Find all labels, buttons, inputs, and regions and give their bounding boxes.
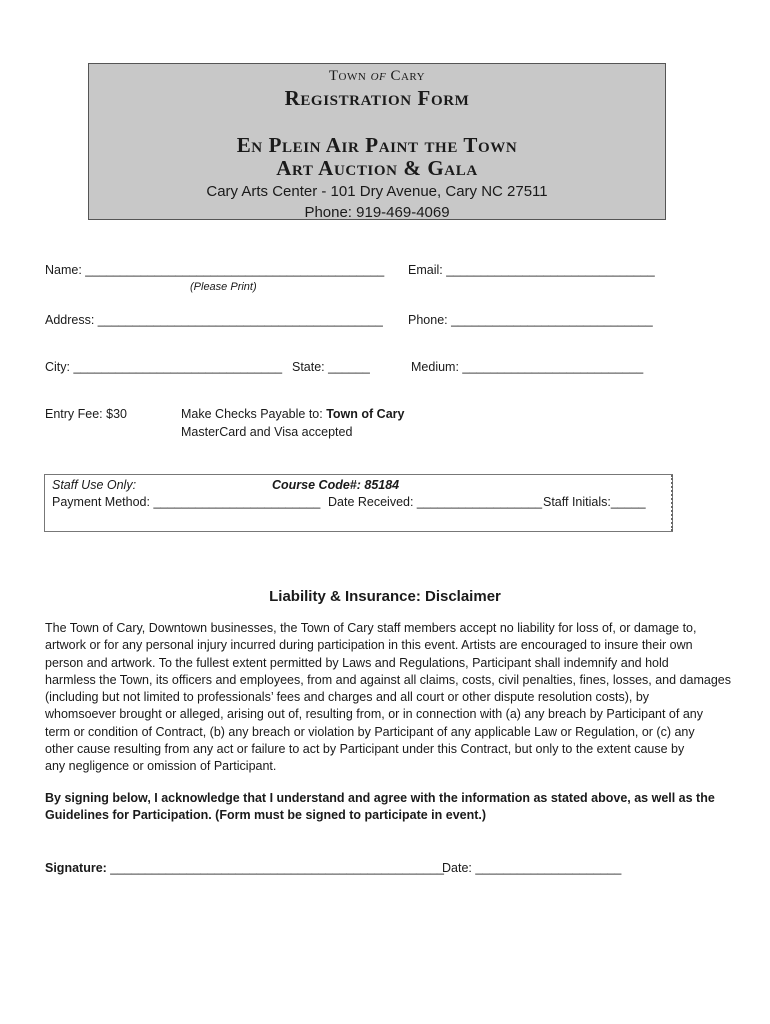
entry-fee: Entry Fee: $30 xyxy=(45,407,127,421)
staff-use-box xyxy=(44,474,673,532)
please-print-note: (Please Print) xyxy=(190,281,257,293)
email-field[interactable]: Email: ______________________________ xyxy=(408,263,655,277)
event-title-line2: Art Auction & Gala xyxy=(276,156,478,180)
medium-field[interactable]: Medium: __________________________ xyxy=(411,360,644,374)
disclaimer-body: The Town of Cary, Downtown businesses, the Town of Cary staff members accept no liability for loss of, or damage to, artwork or for any personal injury incurred during participation in this event. Artists are encouraged to insure their own person and artwork. To the fullest extent permitted by Laws and Regulations, Participant shall indemnify and hold harmless the Town, its officers and employees, from and against all claims, costs, civil penalties, fines, losses, and damages (including but not limited to professionals’ fees and charges and all court or other dispute resolution costs), by whomsoever brought or alleged, arising out of, resulting from, or in connection with (a) any breach by Participant of any term or condition of Contract, (b) any breach or violation by Participant of any applicable Law or Regulation, or (c) any other cause resulting from any act or failure to act by Participant under this Contract, but only to the extent cause by any negligence or omission of Participant. xyxy=(45,621,731,774)
acknowledge-statement: By signing below, I acknowledge that I understand and agree with the information as stated above, as well as the Guidelines for Participation. (Form must be signed to participate in event.) xyxy=(45,791,715,823)
checks-payable: Make Checks Payable to: Town of Cary xyxy=(181,407,405,421)
state-field[interactable]: State: ______ xyxy=(292,360,370,374)
payment-method-field[interactable]: Payment Method: ________________________ xyxy=(52,495,321,509)
date-received-field[interactable]: Date Received: __________________ xyxy=(328,495,543,509)
signature-field[interactable] xyxy=(45,861,444,875)
staff-initials-field[interactable]: Staff Initials:_____ xyxy=(543,495,646,509)
signature-date-field[interactable]: Date: _____________________ xyxy=(442,861,622,875)
form-title: Registration Form xyxy=(284,86,470,110)
city-field[interactable]: City: ______________________________ xyxy=(45,360,283,374)
phone-field[interactable]: Phone: _____________________________ xyxy=(408,313,653,327)
venue-phone: Phone: 919-469-4069 xyxy=(304,204,450,221)
staff-use-label: Staff Use Only: xyxy=(52,478,137,492)
signature-label: Signature: xyxy=(45,861,111,875)
venue-address: Cary Arts Center - 101 Dry Avenue, Cary NC 27511 xyxy=(206,183,548,200)
course-code: Course Code#: 85184 xyxy=(272,478,400,492)
name-field[interactable]: Name: ___________________________________________ xyxy=(45,263,385,277)
event-title-line1: En Plein Air Paint the Town xyxy=(236,133,518,157)
cards-accepted: MasterCard and Visa accepted xyxy=(181,425,353,439)
checks-payee: Town of Cary xyxy=(326,407,405,421)
address-field[interactable]: Address: _________________________________________ xyxy=(45,313,383,327)
signature-line: ________________________________________________ xyxy=(110,861,444,875)
header-box xyxy=(88,63,666,220)
disclaimer-title: Liability & Insurance: Disclaimer xyxy=(269,588,501,605)
town-of-cary-heading: Town of Cary xyxy=(328,68,426,84)
